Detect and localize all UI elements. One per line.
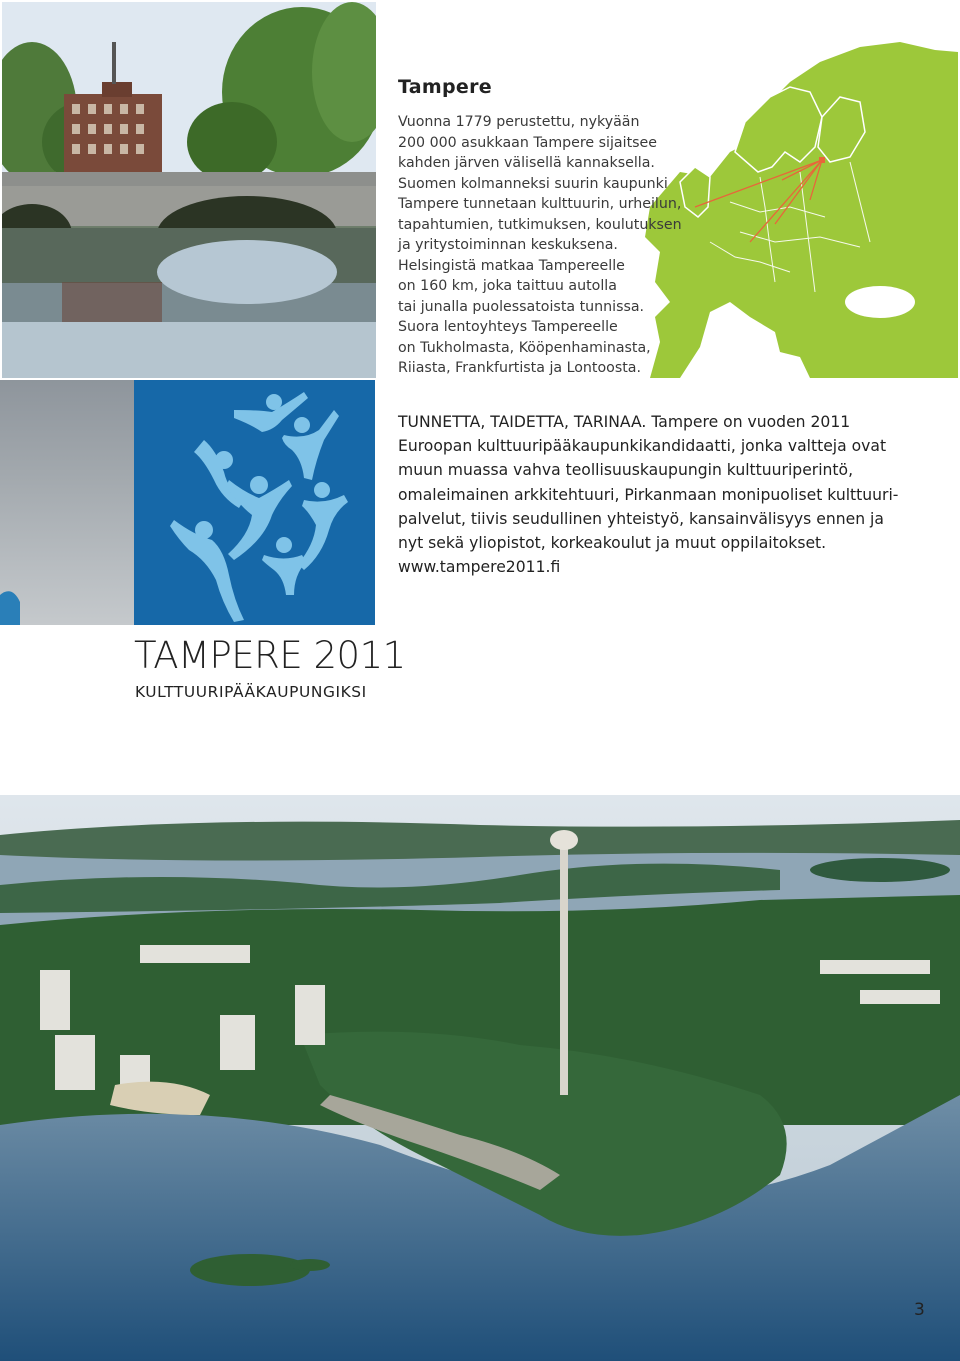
aerial-city-photo	[0, 795, 960, 1361]
culture-paragraph	[398, 410, 928, 579]
page-number: 3	[914, 1300, 925, 1320]
grey-photo-strip	[0, 380, 134, 625]
culture-line: palvelut, tiivis seudullinen yhteistyö, kansainvälisyys ennen ja	[398, 509, 884, 528]
intro-line: tai junalla puolessatoista tunnissa.	[398, 298, 645, 315]
intro-paragraph	[398, 112, 698, 379]
intro-line: Suora lentoyhteys Tampereelle	[398, 319, 618, 335]
aerial-photo-illustration	[0, 795, 960, 1361]
culture-heading: TUNNETTA, TAIDETTA, TARINAA.	[398, 413, 647, 431]
intro-title: Tampere	[398, 76, 492, 98]
logo-panel	[134, 380, 375, 625]
grey-strip-art	[0, 380, 134, 625]
culture-line: muun muassa vahva teollisuuskaupungin kulttuuriperintö,	[398, 461, 854, 480]
intro-line: kahden järven välisellä kannaksella.	[398, 155, 655, 171]
intro-line: 200 000 asukkaan Tampere sijaitsee	[398, 134, 657, 151]
observation-tower	[560, 835, 568, 1095]
intro-line: Vuonna 1779 perustettu, nykyään	[398, 114, 640, 130]
intro-line: tapahtumien, tutkimuksen, koulutuksen	[398, 216, 682, 233]
culture-line: omaleimainen arkkitehtuuri, Pirkanmaan monipuoliset kulttuuri-	[398, 485, 899, 504]
culture-line: Tampere on vuoden 2011	[646, 413, 851, 431]
culture-line: nyt sekä yliopistot, korkeakoulut ja muut oppilaitokset.	[398, 534, 827, 553]
intro-line: on 160 km, joka taittuu autolla	[398, 278, 617, 294]
intro-line: Tampere tunnetaan kulttuurin, urheilun,	[398, 196, 682, 212]
website-link[interactable]: www.tampere2011.fi	[398, 558, 561, 577]
intro-line: ja yritystoiminnan keskuksena.	[398, 237, 618, 253]
tampere-marker	[819, 157, 825, 163]
intro-line: Suomen kolmanneksi suurin kaupunki	[398, 175, 668, 192]
culture-line: Euroopan kulttuuripääkaupunkikandidaatti, jonka valtteja ovat	[398, 437, 887, 456]
page-title: TAMPERE 2011	[134, 634, 406, 677]
black-sea	[845, 286, 915, 318]
culture-first-line	[398, 410, 928, 434]
page-subtitle: KULTTUURIPÄÄKAUPUNGIKSI	[135, 683, 367, 701]
intro-line: Helsingistä matkaa Tampereelle	[398, 257, 625, 274]
bridge-photo-illustration	[2, 2, 376, 378]
dancing-figures-logo	[134, 380, 375, 625]
bridge-photo	[2, 2, 376, 378]
intro-line: Riiasta, Frankfurtista ja Lontoosta.	[398, 360, 642, 376]
intro-line: on Tukholmasta, Kööpenhaminasta,	[398, 339, 651, 356]
